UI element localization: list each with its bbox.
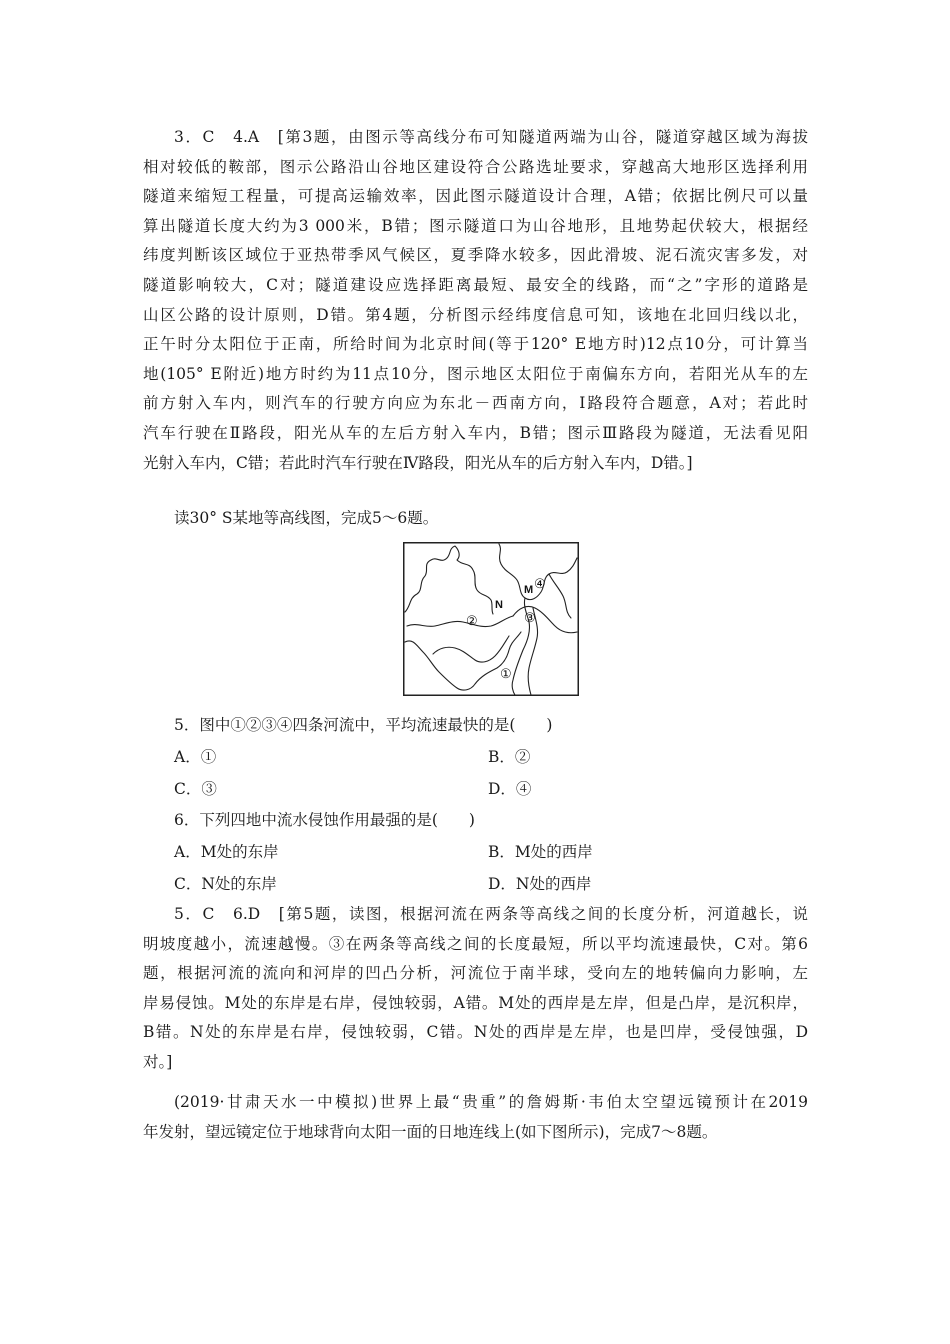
answer-3-4-line: 汽车行驶在Ⅱ路段，阳光从车的左后方射入车内，B错；图示Ⅲ路段为隧道，无法看见阳 bbox=[143, 423, 808, 442]
label-river-3: ③ bbox=[524, 610, 536, 625]
q5-stem: 5．图中①②③④四条河流中，平均流速最快的是( ) bbox=[174, 716, 553, 734]
answer-3-4-line: 光射入车内，C错；若此时汽车行驶在Ⅳ路段，阳光从车的后方射入车内，D错。] bbox=[143, 453, 693, 472]
label-m: M bbox=[524, 584, 534, 596]
q6-option-c: C．N处的东岸 bbox=[174, 875, 277, 893]
q5-option-b: B．② bbox=[488, 748, 531, 766]
label-n: N bbox=[495, 599, 503, 611]
intro-7-8 bbox=[143, 1088, 808, 1147]
q6-option-a: A．M处的东岸 bbox=[174, 843, 279, 861]
intro-7-8-line: (2019·甘肃天水一中模拟)世界上最“贵重”的詹姆斯·韦伯太空望远镜预计在2019 bbox=[174, 1093, 808, 1111]
answer-3-4-line: 正午时分太阳位于正南，所给时间为北京时间(等于120° E地方时)12点10分，可计算当 bbox=[143, 335, 808, 354]
answer-3-4-line: 前方射入车内，则汽车的行驶方向应为东北－西南方向，Ⅰ路段符合题意，A对；若此时 bbox=[143, 394, 808, 413]
contour-map bbox=[403, 542, 579, 696]
q6-option-b: B．M处的西岸 bbox=[488, 843, 593, 861]
answer-3-4-line: 山区公路的设计原则，D错。第4题，分析图示经纬度信息可知，该地在北回归线以北， bbox=[143, 305, 808, 324]
answer-3-4 bbox=[143, 123, 808, 478]
q5-option-a: A．① bbox=[174, 748, 217, 766]
q5-option-c: C．③ bbox=[174, 780, 217, 798]
answer-5-6-line: B错。N处的东岸是右岸，侵蚀较弱，C错。N处的西岸是左岸，也是凹岸，受侵蚀强，D bbox=[143, 1023, 808, 1042]
label-river-2: ② bbox=[466, 613, 478, 628]
answer-5-6-line: 题，根据河流的流向和河岸的凹凸分析，河流位于南半球，受向左的地转偏向力影响，左 bbox=[143, 964, 808, 983]
answer-5-6-line: 对。] bbox=[143, 1052, 173, 1071]
answer-5-6 bbox=[143, 900, 808, 1078]
q6-option-d: D．N处的西岸 bbox=[488, 875, 592, 893]
answer-3-4-line: 纬度判断该区域位于亚热带季风气候区，夏季降水较多，因此滑坡、泥石流灾害多发，对 bbox=[143, 246, 808, 265]
label-river-1: ① bbox=[500, 666, 512, 681]
answer-3-4-line: 隧道影响较大，C对；隧道建设应选择距离最短、最安全的线路，而“之”字形的道路是 bbox=[143, 275, 808, 294]
answer-3-4-line: 相对较低的鞍部，图示公路沿山谷地区建设符合公路选址要求，穿越高大地形区选择利用 bbox=[143, 157, 808, 176]
answer-3-4-line: 算出隧道长度大约为3 000米，B错；图示隧道口为山谷地形，且地势起伏较大，根据经 bbox=[143, 216, 808, 235]
answer-5-6-line: 5．C 6.D [第5题，读图，根据河流在两条等高线之间的长度分析，河道越长，说 bbox=[174, 905, 808, 923]
q5-option-d: D．④ bbox=[488, 780, 532, 798]
q6-stem: 6．下列四地中流水侵蚀作用最强的是( ) bbox=[174, 811, 475, 829]
answer-3-4-line: 隧道来缩短工程量，可提高运输效率，因此图示隧道设计合理，A错；依据比例尺可以量 bbox=[143, 187, 808, 206]
answer-3-4-line: 地(105° E附近)地方时约为11点10分，图示地区太阳位于南偏东方向，若阳光从车的左 bbox=[143, 364, 808, 383]
answer-3-4-line: 3．C 4.A [第3题，由图示等高线分布可知隧道两端为山谷，隧道穿越区域为海拔 bbox=[174, 128, 808, 146]
answer-5-6-line: 岸易侵蚀。M处的东岸是右岸，侵蚀较弱，A错。M处的西岸是左岸，但是凸岸，是沉积岸， bbox=[143, 993, 808, 1012]
label-river-4: ④ bbox=[534, 576, 546, 591]
intro-5-6: 读30° S某地等高线图，完成5～6题。 bbox=[174, 509, 439, 527]
intro-7-8-line: 年发射，望远镜定位于地球背向太阳一面的日地连线上(如下图所示)，完成7～8题。 bbox=[143, 1122, 718, 1141]
answer-5-6-line: 明坡度越小，流速越慢。③在两条等高线之间的长度最短，所以平均流速最快，C对。第6 bbox=[143, 934, 808, 953]
